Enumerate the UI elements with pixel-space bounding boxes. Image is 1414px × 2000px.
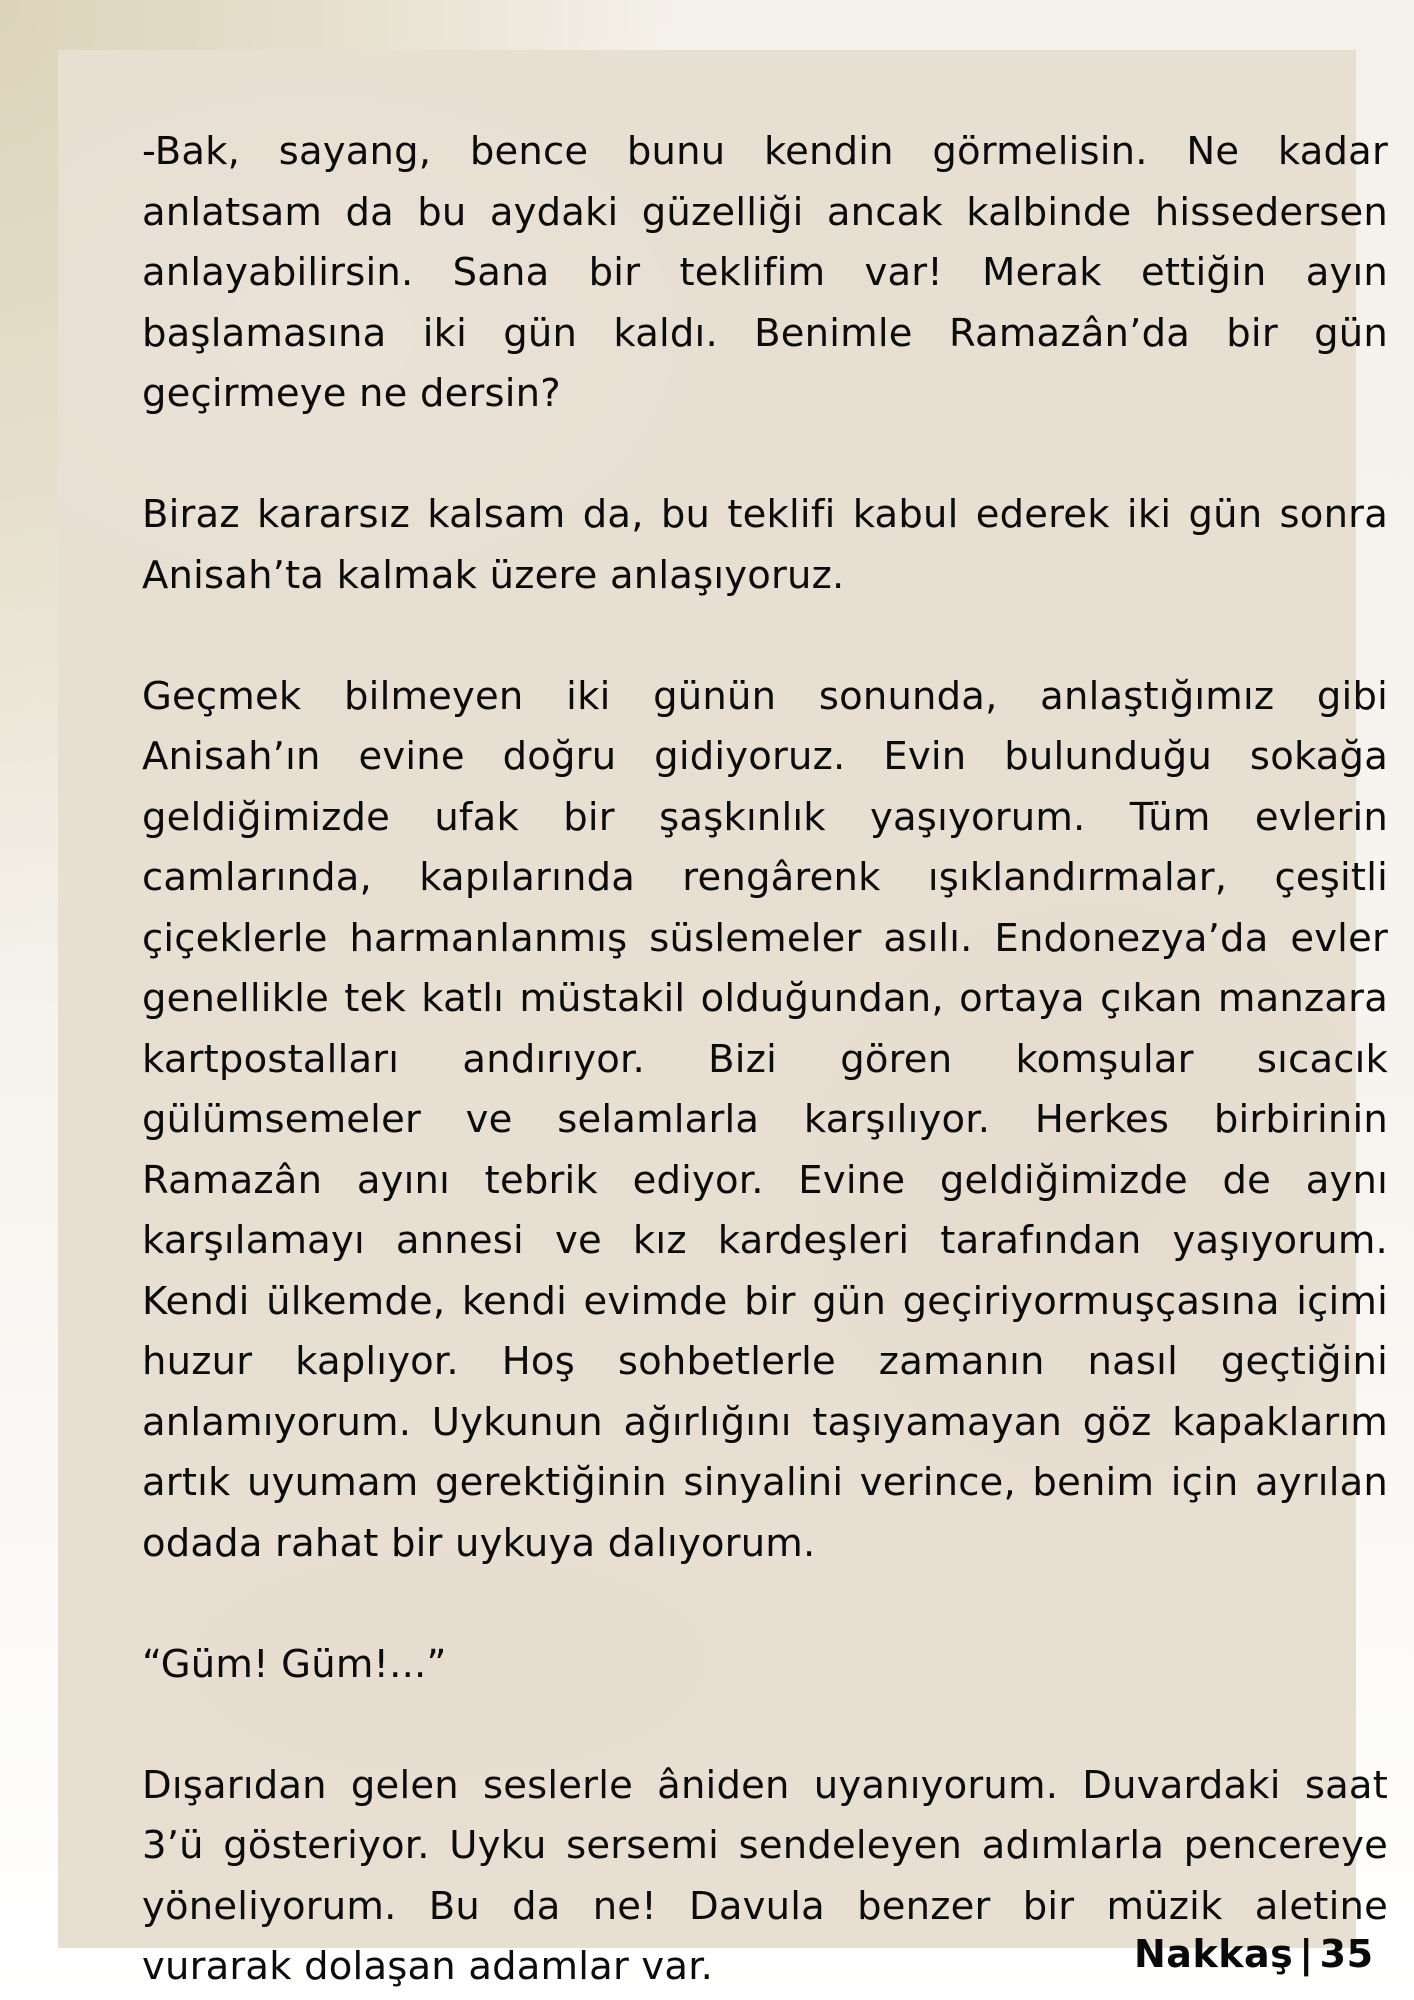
page-footer — [1134, 1932, 1374, 1976]
page-number: 35 — [1319, 1932, 1374, 1976]
paragraph-invitation: -Bak, sayang, bence bunu kendin görmelisin. Ne kadar anlatsam da bu aydaki güzelliği ancak kalbinde hissedersen anlayabilirsin. Sana bir teklifim var! Merak ettiğin ayın başlamasına iki gün kaldı. Benimle Ramazân’da bir gün geçirmeye ne dersin? — [142, 129, 1388, 416]
paragraph-awakening: Dışarıdan gelen seslerle âniden uyanıyorum. Duvardaki saat 3’ü gösteriyor. Uyku sersemi sendeleyen adımlarla pencereye yöneliyorum. Bu da ne! Davula benzer bir müzik aletine vurarak dolaşan adamlar var. — [142, 1762, 1388, 1989]
footer-separator: | — [1299, 1932, 1314, 1976]
paragraph-sound: “Güm! Güm!...” — [142, 1641, 447, 1687]
publication-name: Nakkaş — [1134, 1932, 1294, 1976]
paragraph-visit: Geçmek bilmeyen iki günün sonunda, anlaştığımız gibi Anisah’ın evine doğru gidiyoruz. Evin bulunduğu sokağa geldiğimizde ufak bir şaşkınlık yaşıyorum. Tüm evlerin camlarında, kapılarında rengârenk ışıklandırmalar, çeşitli çiçeklerle harmanlanmış süslemeler asılı. Endonezya’da evler genellikle tek katlı müstakil olduğundan, ortaya çıkan manzara kartpostalları andırıyor. Bizi gören komşular sıcacık gülümsemeler ve selamlarla karşılıyor. Herkes birbirinin Ramazân ayını tebrik ediyor. Evine geldiğimizde de aynı karşılamayı annesi ve kız kardeşleri tarafından yaşıyorum. Kendi ülkemde, kendi evimde bir gün geçiriyormuşçasına içimi huzur kaplıyor. Hoş sohbetlerle zamanın nasıl geçtiğini anlamıyorum. Uykunun ağırlığını taşıyamayan göz kapaklarım artık uyumam gerektiğinin sinyalini verince, benim için ayrılan odada rahat bir uykuya dalıyorum. — [142, 673, 1388, 1566]
body-text — [142, 122, 1388, 1998]
paragraph-agreement: Biraz kararsız kalsam da, bu teklifi kabul ederek iki gün sonra Anisah’ta kalmak üzere anlaşıyoruz. — [142, 492, 1388, 598]
